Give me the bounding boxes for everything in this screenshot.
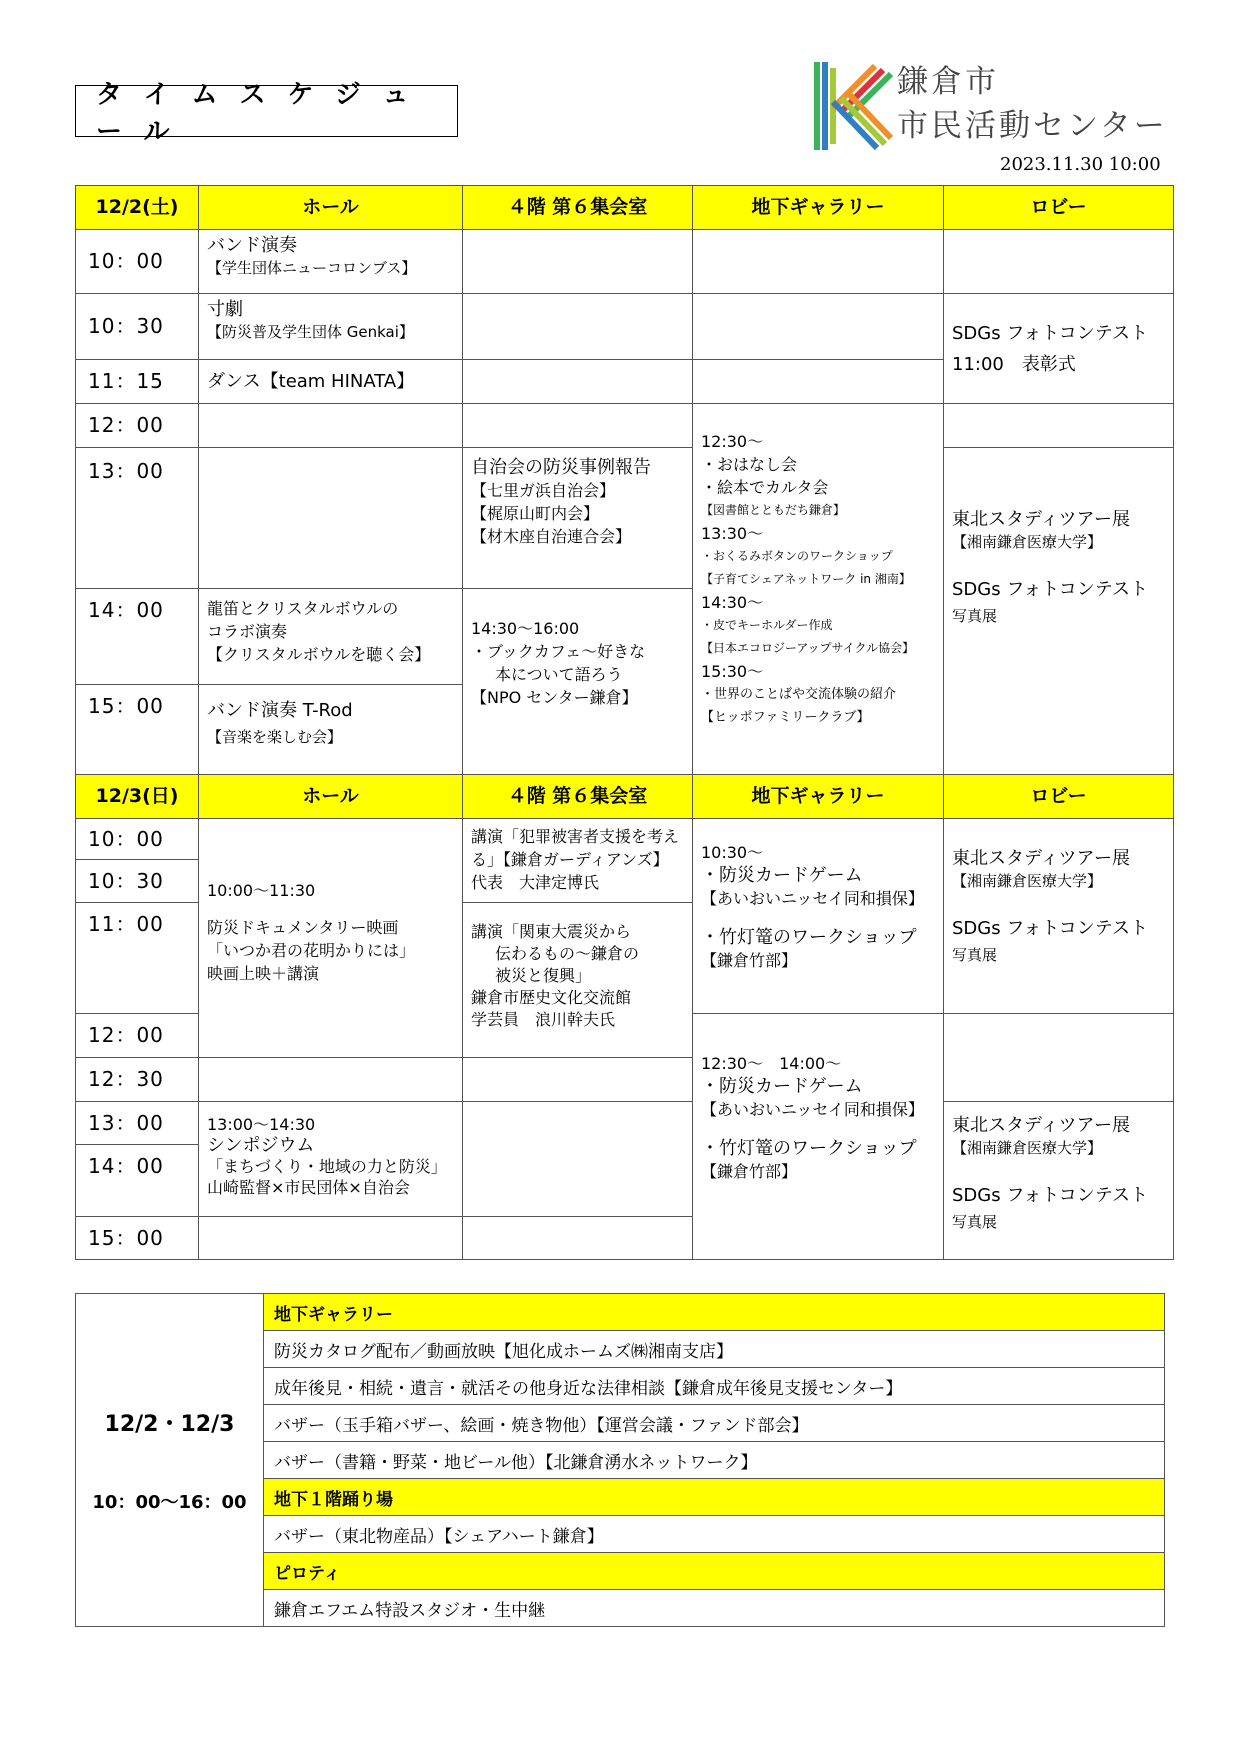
event-title: ・絵本でカルタ会: [701, 478, 829, 497]
day1-col-lobby: ロビー: [944, 186, 1174, 230]
event-title: ・防災カードゲーム: [701, 1076, 863, 1097]
event-org: 【学生団体ニューコロンブス】: [207, 259, 417, 277]
page-title: タイムスケジュール: [75, 85, 458, 137]
hall-cell: [199, 1102, 463, 1217]
time-cell: 15：00: [76, 1217, 199, 1260]
event-title: SDGs フォトコンテスト: [952, 1185, 1148, 1206]
room-cell: [463, 1217, 693, 1260]
day2-col-room: ４階 第６集会室: [463, 775, 693, 819]
table-row: [76, 294, 1174, 360]
logo-text: [897, 60, 1168, 148]
room-cell: [463, 819, 693, 903]
event-title: ・竹灯篭のワークショップ: [701, 1138, 917, 1159]
hall-cell: [199, 1217, 463, 1260]
gallery-cell: [693, 230, 944, 294]
event-org: 【あいおいニッセイ同和損保】: [701, 1100, 924, 1119]
event-org: 【湘南鎌倉医療大学】: [952, 872, 1103, 890]
time-cell: 10：00: [76, 819, 199, 860]
lobby-cell: [944, 294, 1174, 404]
event-title: る」【鎌倉ガーディアンズ】: [471, 850, 669, 869]
room-cell: [463, 1102, 693, 1217]
event-title: ・おはなし会: [701, 455, 798, 474]
list-item: 鎌倉エフエム特設スタジオ・生中継: [264, 1590, 1165, 1627]
event-title: ・世界のことばや交流体験の紹介: [701, 687, 897, 702]
ongoing-dates: 12/2・12/3: [104, 1411, 235, 1437]
section-heading: 地下ギャラリー: [264, 1294, 1165, 1331]
lobby-cell: [944, 819, 1174, 1014]
schedule-table: [75, 185, 1174, 1260]
event-org: 【日本エコロジーアップサイクル協会】: [701, 641, 915, 655]
ongoing-hours: 10：00～16：00: [92, 1491, 247, 1513]
hall-cell: [199, 1058, 463, 1102]
event-org: 【七里ガ浜自治会】: [471, 481, 616, 500]
room-cell: [463, 1058, 693, 1102]
event-time: 10:00～11:30: [207, 881, 316, 900]
event-title: コラボ演奏: [207, 622, 288, 641]
event-time: 14:30～: [701, 593, 764, 612]
day2-date: 12/3(日): [76, 775, 199, 819]
event-org: 【材木座自治連合会】: [471, 527, 632, 546]
event-org: 【子育てシェアネットワーク in 湘南】: [701, 572, 911, 586]
hall-cell: [199, 230, 463, 294]
hall-cell: [199, 685, 463, 775]
event-time: 12:30～: [701, 432, 764, 451]
event-time: 12:30～ 14:00～: [701, 1054, 842, 1073]
time-cell: 11：15: [76, 360, 199, 404]
logo-line1: 鎌倉市: [897, 64, 999, 100]
list-item: 防災カタログ配布／動画放映【旭化成ホームズ㈱湘南支店】: [264, 1331, 1165, 1368]
table-row: [76, 404, 1174, 448]
room-cell: [463, 448, 693, 589]
lobby-cell: [944, 448, 1174, 775]
event-title: 寸劇: [207, 299, 243, 320]
table-row: [76, 230, 1174, 294]
event-title: 被災と復興」: [495, 966, 592, 985]
event-title: 東北スタディツアー展: [952, 848, 1131, 869]
time-cell: 12：30: [76, 1058, 199, 1102]
event-title: 写真展: [952, 946, 998, 964]
time-cell: 12：00: [76, 1014, 199, 1058]
time-cell: 15：00: [76, 685, 199, 775]
hall-cell: [199, 819, 463, 1058]
event-speaker: 代表 大津定博氏: [471, 873, 600, 892]
ongoing-events-table: [75, 1293, 1165, 1627]
event-speaker: 鎌倉市歴史文化交流館: [471, 988, 632, 1007]
event-org: 【湘南鎌倉医療大学】: [952, 1139, 1103, 1157]
event-title: ダンス【team HINATA】: [207, 371, 415, 392]
ongoing-period: [76, 1294, 264, 1627]
table-row: [76, 819, 1174, 860]
event-title: シンポジウム: [207, 1135, 315, 1156]
event-org: 【鎌倉竹部】: [701, 951, 798, 970]
event-title: 東北スタディツアー展: [952, 1115, 1131, 1136]
day2-col-lobby: ロビー: [944, 775, 1174, 819]
event-title: ・ブックカフェ～好きな: [471, 642, 646, 661]
room-cell: [463, 404, 693, 448]
room-cell: [463, 589, 693, 775]
lobby-cell: [944, 1014, 1174, 1102]
event-org: 【ヒッポファミリークラブ】: [701, 710, 870, 725]
gallery-cell: [693, 294, 944, 360]
time-cell: 14：00: [76, 1145, 199, 1217]
event-title: 講演「犯罪被害者支援を考え: [471, 827, 680, 846]
lobby-cell: [944, 230, 1174, 294]
time-cell: 14：00: [76, 589, 199, 685]
event-title: 龍笛とクリスタルボウルの: [207, 599, 399, 618]
gallery-cell: [693, 819, 944, 1014]
event-time: 11:00 表彰式: [952, 353, 1076, 375]
event-title: ・おくるみボタンのワークショップ: [701, 549, 893, 563]
event-speaker: 学芸員 浪川幹夫氏: [471, 1010, 616, 1029]
center-logo: [805, 58, 1185, 154]
hall-cell: [199, 448, 463, 589]
event-title: SDGs フォトコンテスト: [952, 322, 1148, 344]
event-title: 本について語ろう: [495, 665, 623, 684]
time-cell: 11：00: [76, 903, 199, 1014]
event-title: 講演「関東大震災から: [471, 922, 632, 941]
event-time: 13:30～: [701, 524, 764, 543]
table-row: [76, 1102, 1174, 1145]
day1-col-hall: ホール: [199, 186, 463, 230]
day2-col-hall: ホール: [199, 775, 463, 819]
event-org: 【梶原山町内会】: [471, 504, 600, 523]
day1-col-gallery: 地下ギャラリー: [693, 186, 944, 230]
hall-cell: [199, 360, 463, 404]
table-row: [76, 448, 1174, 589]
section-heading: 地下１階踊り場: [264, 1479, 1165, 1516]
time-cell: 10：00: [76, 230, 199, 294]
event-title: SDGs フォトコンテスト: [952, 918, 1148, 939]
hall-cell: [199, 294, 463, 360]
gallery-cell: [693, 360, 944, 404]
gallery-cell: [693, 404, 944, 775]
event-title: SDGs フォトコンテスト: [952, 579, 1148, 600]
event-title: ・皮でキーホルダー作成: [701, 618, 833, 632]
list-item: バザー（書籍・野菜・地ビール他）【北鎌倉湧水ネットワーク】: [264, 1442, 1165, 1479]
list-item: 成年後見・相続・遺言・就活その他身近な法律相談【鎌倉成年後見支援センター】: [264, 1368, 1165, 1405]
event-org: 【鎌倉竹部】: [701, 1162, 798, 1181]
section-heading: ピロティ: [264, 1553, 1165, 1590]
event-title: 「まちづくり・地域の力と防災」: [207, 1157, 447, 1176]
gallery-cell: [693, 1014, 944, 1260]
event-time: 15:30～: [701, 662, 764, 681]
time-cell: 10：30: [76, 294, 199, 360]
room-cell: [463, 360, 693, 404]
timestamp: 2023.11.30 10:00: [1000, 154, 1161, 175]
day1-col-room: ４階 第６集会室: [463, 186, 693, 230]
day1-date: 12/2(土): [76, 186, 199, 230]
event-time: 14:30～16:00: [471, 619, 580, 638]
event-org: 【クリスタルボウルを聴く会】: [207, 645, 431, 664]
event-org: 【音楽を楽しむ会】: [207, 728, 343, 746]
day2-header-row: [76, 775, 1174, 819]
event-org: 【NPO センター鎌倉】: [471, 688, 638, 707]
list-item: バザー（玉手箱バザー、絵画・焼き物他）【運営会議・ファンド部会】: [264, 1405, 1165, 1442]
hall-cell: [199, 589, 463, 685]
event-title: ・竹灯篭のワークショップ: [701, 927, 917, 948]
event-title: 映画上映＋講演: [207, 964, 320, 983]
lobby-cell: [944, 1102, 1174, 1260]
event-title: 防災ドキュメンタリー映画: [207, 918, 399, 937]
event-title: 写真展: [952, 1213, 998, 1231]
lobby-cell: [944, 404, 1174, 448]
day1-header-row: [76, 186, 1174, 230]
room-cell: [463, 294, 693, 360]
event-title: ・防災カードゲーム: [701, 865, 863, 886]
event-title: バンド演奏: [207, 235, 297, 256]
time-cell: 13：00: [76, 448, 199, 589]
event-org: 【湘南鎌倉医療大学】: [952, 533, 1103, 551]
event-org: 【あいおいニッセイ同和損保】: [701, 889, 924, 908]
day2-col-gallery: 地下ギャラリー: [693, 775, 944, 819]
event-time: 10:30～: [701, 843, 764, 862]
event-title: 「いつか君の花明かりには」: [207, 941, 416, 960]
time-cell: 10：30: [76, 860, 199, 903]
time-cell: 13：00: [76, 1102, 199, 1145]
event-org: 【図書館とともだち鎌倉】: [701, 503, 846, 517]
kamakura-k-logo-icon: [805, 58, 895, 154]
room-cell: [463, 903, 693, 1058]
hall-cell: [199, 404, 463, 448]
event-speaker: 山崎監督×市民団体×自治会: [207, 1178, 410, 1197]
event-title: 写真展: [952, 607, 998, 625]
event-title: バンド演奏 T-Rod: [207, 700, 353, 721]
event-title: 東北スタディツアー展: [952, 509, 1131, 530]
time-cell: 12：00: [76, 404, 199, 448]
event-time: 13:00～14:30: [207, 1115, 316, 1134]
event-org: 【防災普及学生団体 Genkai】: [207, 323, 414, 341]
list-item: バザー（東北物産品）【シェアハート鎌倉】: [264, 1516, 1165, 1553]
event-title: 伝わるもの～鎌倉の: [495, 944, 640, 963]
logo-line2: 市民活動センター: [897, 108, 1168, 144]
room-cell: [463, 230, 693, 294]
event-title: 自治会の防災事例報告: [471, 457, 651, 478]
